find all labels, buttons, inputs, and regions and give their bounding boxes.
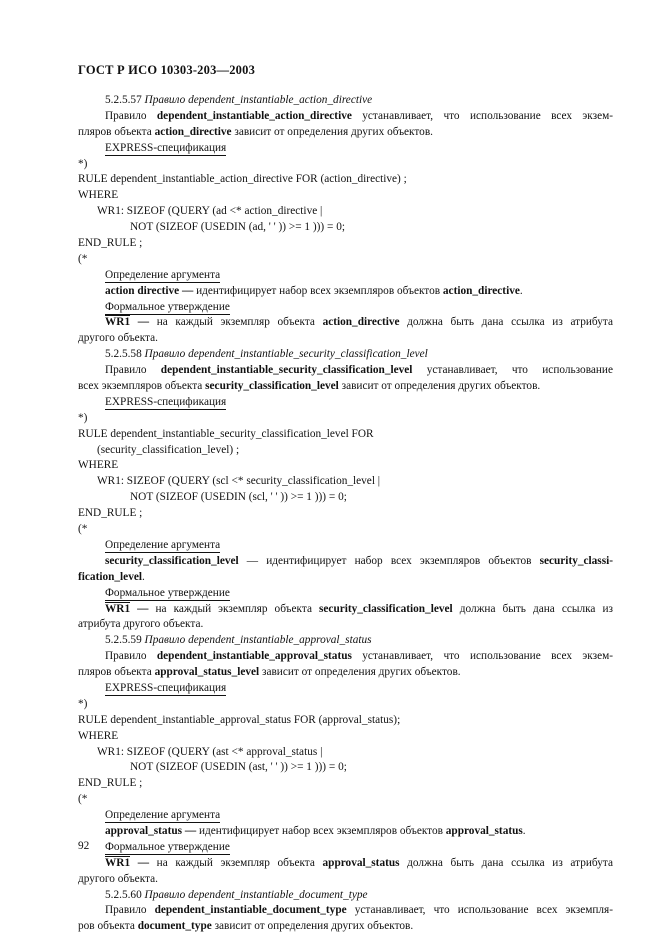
text-segment: устанавливает, что использование всех экзем- [351,650,613,663]
text-line [78,363,613,379]
text-line [78,617,613,633]
text-line [78,602,613,618]
text-segment: . [522,824,526,837]
text-line [78,109,613,125]
text-segment: NOT (SIZEOF (USEDIN (ad, ' ' )) >= 1 ))) = 0; [130,221,345,234]
text-segment: на каждый экземпляр объекта [155,602,320,615]
text-segment: — [130,316,157,329]
text-line [78,729,613,745]
text-segment: action directive — [105,284,194,297]
text-line [78,490,613,506]
text-segment: 5.2.5.60 [105,888,145,901]
text-line [78,840,613,856]
text-segment: END_RULE ; [78,237,143,250]
text-segment: approval_status_level [154,666,260,679]
text-line [78,141,613,157]
text-segment: другого объекта. [78,332,158,345]
text-segment: END_RULE ; [78,777,143,790]
text-segment: Определение аргумента [105,809,221,822]
text-segment: другого объекта. [78,872,158,885]
text-line [78,157,613,173]
text-segment: dependent_instantiable_approval_status [156,650,352,663]
text-segment: Формальное утверждение [105,840,230,853]
text-line [78,284,613,300]
text-segment: устанавливает, что использование всех экзем- [351,109,614,122]
text-segment: Правило [105,904,155,917]
text-segment: 5.2.5.57 [105,94,145,106]
text-segment: Правило dependent_instantiable_approval_status [144,634,372,647]
text-line [78,745,613,761]
text-segment: (* [78,523,88,536]
text-segment: Правило [105,650,157,663]
text-segment: EXPRESS-спецификация [105,141,227,154]
text-segment: ров объекта [78,920,138,933]
text-segment: Правило [105,364,161,377]
text-segment: NOT (SIZEOF (USEDIN (scl, ' ' )) >= 1 ))) = 0; [130,491,347,504]
text-segment: 5.2.5.58 [105,348,145,361]
text-segment: — идентифицирует набор всех экземпляров объектов [238,554,540,567]
text-segment: всех экземпляров объекта [78,380,206,393]
text-segment: зависит от определения других объектов. [338,380,541,393]
text-segment: RULE dependent_instantiable_security_classification_level FOR [78,427,374,440]
page-number: 92 [78,840,90,852]
text-segment: END_RULE ; [78,507,143,520]
text-line [78,792,613,808]
text-line [78,633,613,649]
text-line [78,649,613,665]
text-line [78,315,613,331]
text-line [78,903,613,919]
text-segment: dependent_instantiable_security_classification_level [160,364,413,377]
document-body [78,93,613,935]
text-segment: Правило [105,109,157,122]
text-segment: — [130,602,156,615]
text-segment: должна быть дана ссылка из атрибута [399,316,613,329]
text-line [78,538,613,554]
text-segment: должна быть дана ссылка из [452,602,613,615]
text-line [78,570,613,586]
text-line [78,331,613,347]
document-header: ГОСТ Р ИСО 10303-203—2003 [78,63,256,77]
text-line [78,697,613,713]
text-segment: (* [78,252,88,265]
text-segment: Определение аргумента [105,268,221,281]
text-segment: WR1: SIZEOF (QUERY (scl <* security_classification_level | [97,475,381,488]
text-segment: document_type [137,920,212,933]
text-segment: Правило dependent_instantiable_action_directive [144,94,373,106]
text-segment: пляров объекта [78,666,155,679]
text-segment: approval_status — [105,824,197,837]
text-line [78,204,613,220]
text-segment: 5.2.5.59 [105,634,145,647]
text-segment: dependent_instantiable_document_type [154,904,347,917]
text-line [78,872,613,888]
text-line [78,347,613,363]
text-segment: WR1 [105,316,131,329]
text-segment: WHERE [78,459,119,472]
text-segment: WHERE [78,189,119,202]
text-line [78,172,613,188]
text-line [78,458,613,474]
text-segment: action_directive [322,316,400,329]
text-line [78,506,613,522]
text-segment: (security_classification_level) ; [97,443,240,456]
text-segment: action_directive [442,284,520,297]
text-line [78,856,613,872]
text-line [78,220,613,236]
text-line [78,443,613,459]
text-segment: security_classi- [539,554,613,567]
text-segment: EXPRESS-спецификация [105,395,227,408]
text-segment: EXPRESS-спецификация [105,681,227,694]
text-segment: *) [78,411,88,424]
text-segment: security_classification_level [205,380,339,393]
text-line [78,188,613,204]
text-line [78,554,613,570]
text-line [78,665,613,681]
text-segment: action_directive [154,125,232,138]
text-segment: WR1 [105,856,131,869]
text-line [78,411,613,427]
text-segment: пляров объекта [78,125,155,138]
text-line [78,681,613,697]
text-segment: security_classification_level [105,554,239,567]
text-segment: Правило dependent_instantiable_security_classification_level [144,348,428,361]
text-line [78,776,613,792]
text-segment: *) [78,157,88,170]
text-segment: approval_status [445,824,523,837]
text-segment: устанавливает, что использование [412,364,613,377]
text-segment: должна быть дана ссылка из атрибута [399,856,613,869]
text-line [78,236,613,252]
text-segment: NOT (SIZEOF (USEDIN (ast, ' ' )) >= 1 ))) = 0; [130,761,347,774]
text-segment: Формальное утверждение [105,586,230,599]
text-segment: зависит от определения других объектов. [211,920,414,933]
text-segment: RULE dependent_instantiable_action_directive FOR (action_directive) ; [78,173,407,186]
text-segment: WR1: SIZEOF (QUERY (ast <* approval_status | [97,745,323,758]
text-segment: . [142,570,145,583]
text-segment: RULE dependent_instantiable_approval_status FOR (approval_status); [78,713,401,726]
text-segment: Формальное утверждение [105,300,230,313]
text-line [78,395,613,411]
text-segment: . [519,284,523,297]
text-segment: устанавливает, что использование всех экземпля- [346,904,613,917]
text-line [78,474,613,490]
text-segment: зависит от определения других объектов. [259,666,461,679]
text-line [78,808,613,824]
text-segment: на каждый экземпляр объекта [156,316,323,329]
text-line [78,125,613,141]
text-segment: (* [78,793,88,806]
text-segment: Правило dependent_instantiable_document_type [144,888,368,901]
text-line [78,379,613,395]
text-line [78,824,613,840]
text-segment: fication_level [78,570,142,583]
text-segment: атрибута другого объекта. [78,618,204,631]
text-line [78,760,613,776]
text-line [78,427,613,443]
text-segment: WHERE [78,729,119,742]
text-line [78,93,613,109]
text-line [78,713,613,729]
text-segment: dependent_instantiable_action_directive [156,109,352,122]
text-line [78,586,613,602]
text-line [78,888,613,904]
text-line [78,522,613,538]
text-segment: WR1: SIZEOF (QUERY (ad <* action_directive | [97,205,323,218]
text-segment: на каждый экземпляр объекта [156,856,323,869]
text-segment: WR1 [105,602,131,615]
text-segment: зависит от определения других объектов. [231,125,433,138]
text-segment: Определение аргумента [105,538,221,551]
text-segment: security_classification_level [319,602,453,615]
text-line [78,252,613,268]
text-segment: идентифицирует набор всех экземпляров объектов [193,284,443,297]
text-segment: approval_status [322,856,400,869]
text-line [78,919,613,935]
text-line [78,300,613,316]
text-segment: *) [78,697,88,710]
text-segment: идентифицирует набор всех экземпляров объектов [196,824,446,837]
text-line [78,268,613,284]
text-segment: — [130,856,157,869]
